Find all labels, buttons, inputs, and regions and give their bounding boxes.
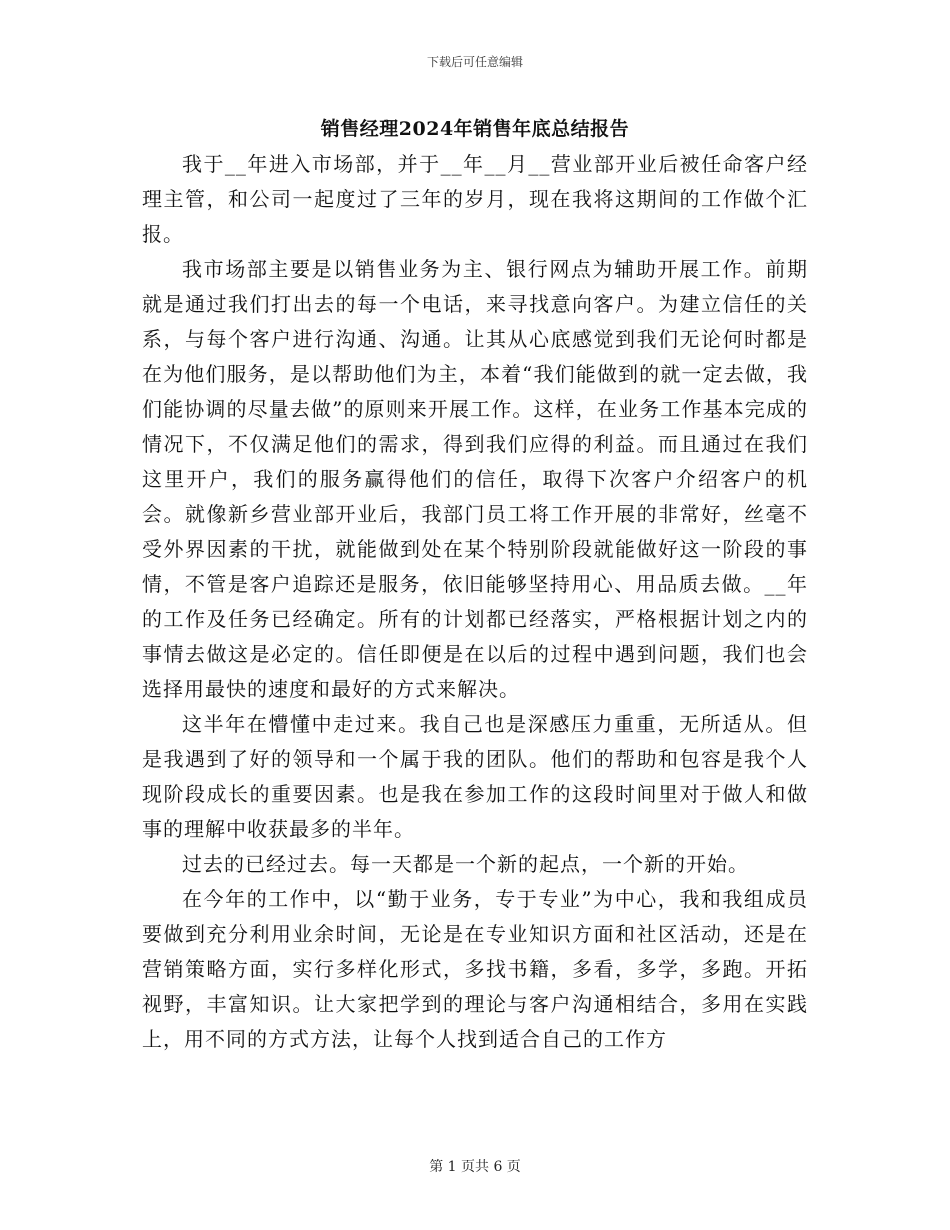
paragraph: 我市场部主要是以销售业务为主、银行网点为辅助开展工作。前期就是通过我们打出去的每一个电话，来寻找意向客户。为建立信任的关系，与每个客户进行沟通、沟通。让其从心底感觉到我们无论何时都是在为他们服务，是以帮助他们为主，本着“我们能做到的就一定去做，我们能协调的尽量去做”的原则来开展工作。这样，在业务工作基本完成的情况下，不仅满足他们的需求，得到我们应得的利益。而且通过在我们这里开户，我们的服务赢得他们的信任，取得下次客户介绍客户的机会。就像新乡营业部开业后，我部门员工将工作开展的非常好，丝毫不受外界因素的干扰，就能做到处在某个特别阶段就能做好这一阶段的事情，不管是客户追踪还是服务，依旧能够坚持用心、用品质去做。__年的工作及任务已经确定。所有的计划都已经落实，严格根据计划之内的事情去做这是必定的。信任即便是在以后的过程中遇到问题，我们也会选择用最快的速度和最好的方式来解决。: [142, 257, 808, 701]
paragraph: 过去的已经过去。每一天都是一个新的起点，一个新的开始。: [182, 852, 749, 876]
paragraph: 在今年的工作中，以“勤于业务，专于专业”为中心，我和我组成员要做到充分利用业余时间，无论是在专业知识方面和社区活动，还是在营销策略方面，实行多样化形式，多找书籍，多看，多学，多跑。开拓视野，丰富知识。让大家把学到的理论与客户沟通相结合，多用在实践上，用不同的方式方法，让每个人找到适合自己的工作方: [142, 887, 808, 1051]
document-body: [142, 147, 808, 1057]
paragraph: 我于__年进入市场部，并于__年__月__营业部开业后被任命客户经理主管，和公司一起度过了三年的岁月，现在我将这期间的工作做个汇报。: [142, 152, 808, 246]
paragraph: 这半年在懵懂中走过来。我自己也是深感压力重重，无所适从。但是我遇到了好的领导和一个属于我的团队。他们的帮助和包容是我个人现阶段成长的重要因素。也是我在参加工作的这段时间里对于做人和做事的理解中收获最多的半年。: [142, 712, 808, 841]
header-note: 下载后可任意编辑: [426, 55, 523, 69]
page-number-footer: 第 1 页共 6 页: [429, 1159, 521, 1175]
document-title: 销售经理2024年销售年底总结报告: [320, 118, 630, 140]
